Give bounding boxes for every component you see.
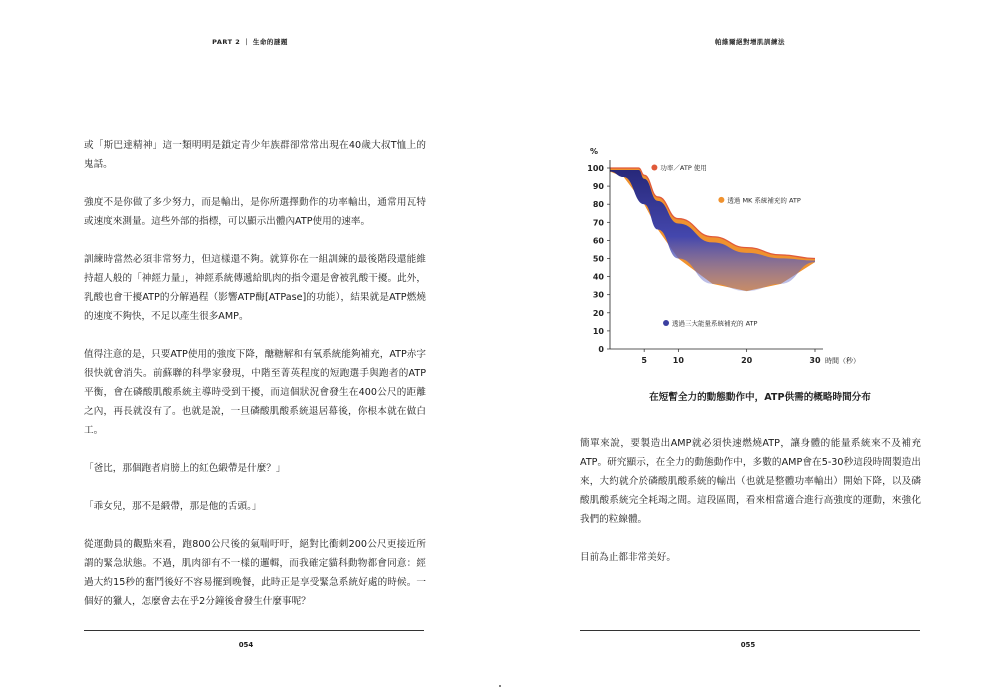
legend-label: 功率／ATP 使用 [660,164,707,172]
y-tick-label: 30 [592,290,604,300]
running-head-right: 帕維爾絕對增肌訓練法 [715,38,785,46]
right-body-text [580,434,921,586]
dialogue-line: 「乖女兒，那不是緞帶，那是他的舌頭。」 [84,501,262,512]
y-tick-label: 20 [592,308,604,318]
y-tick-label: 40 [592,272,604,282]
legend-label: 透過三大能量系統補充的 ATP [672,319,758,328]
footer-rule [580,630,920,631]
paragraph: 或「斯巴達精神」這一類明明是鎖定青少年族群卻常常出現在40歲大叔T恤上的鬼話。 [84,140,426,170]
legend-marker [718,197,724,203]
page-number: 055 [740,641,756,649]
chart-caption: 在短暫全力的動態動作中，ATP供需的概略時間分布 [649,392,871,403]
legend-label: 透過 MK 系統補充的 ATP [727,196,801,205]
footer-rule [84,630,424,631]
y-tick-label: 60 [592,236,604,246]
right-page [500,0,1000,689]
y-tick-label: 90 [592,182,604,192]
x-tick-label: 5 [641,356,647,365]
y-tick-label: 0 [598,345,604,354]
paragraph: 從運動員的觀點來看，跑800公尺後的氣喘吁吁，絕對比衝刺200公尺更接近所謂的緊急狀態。不過，肌肉卻有不一樣的邏輯，而我確定貓科動物都會同意：經過大約15秒的奮鬥後好不容易擺到晚餐，此時正是享受緊急系統好處的時候。一個好的獵人，怎麼會去在乎2分鐘後會發生什麼事呢？ [84,539,426,607]
gutter-mark [499,685,501,687]
x-tick-label: 30 [809,356,821,365]
paragraph: 簡單來說，要製造出AMP就必須快速燃燒ATP，讓身體的能量系統來不及補充ATP。研究顯示，在全力的動態動作中，多數的AMP會在5-30秒這段時間製造出來，大約就介於磷酸肌酸系統的輸出（也就是整體功率輸出）開始下降，以及磷酸肌酸系統完全耗竭之間。這段區間，看來相當適合進行高強度的運動，來強化我們的粒線體。 [580,438,921,525]
paragraph: 強度不是你做了多少努力，而是輸出，是你所選擇動作的功率輸出，通常用瓦特或速度來測量。這些外部的指標，可以顯示出體內ATP使用的速率。 [84,197,426,227]
atp-chart [570,138,930,378]
three-systems-area [610,170,815,291]
left-body-text [84,136,426,630]
paragraph: 訓練時當然必須非常努力，但這樣還不夠。就算你在一組訓練的最後階段還能維持超人般的「神經力量」，神經系統傳遞給肌肉的指令還是會被乳酸干擾。此外，乳酸也會干擾ATP的分解過程（影響ATP酶[ATPase]的功能），結果就是ATP燃燒的速度不夠快，不足以產生很多AMP。 [84,254,426,322]
paragraph: 目前為止都非常美好。 [580,552,676,563]
legend-marker [663,320,669,326]
x-axis-label: 時間（秒） [825,357,860,365]
y-tick-label: 50 [592,254,604,264]
paragraph: 值得注意的是，只要ATP使用的強度下降，醣糖解和有氧系統能夠補充，ATP赤字很快就會消失。前蘇聯的科學家發現，中階至菁英程度的短跑選手與跑者的ATP平衡，會在磷酸肌酸系統主導時受到干擾，而這個狀況會發生在400公尺的距離之內，再長就沒有了。也就是說，一旦磷酸肌酸系統退居幕後，你根本就在做白工。 [84,349,426,436]
page-number: 054 [238,641,254,649]
running-head-left: PART 2 ｜ 生命的謎題 [212,38,288,46]
y-tick-label: 100 [587,164,604,173]
y-tick-label: 70 [592,218,604,228]
x-tick-label: 10 [672,356,684,365]
legend-marker [651,165,657,171]
y-tick-label: 80 [592,200,604,210]
y-tick-label: 10 [592,326,604,336]
atp-chart-svg [570,138,930,378]
dialogue-line: 「爸比，那個跑者肩膀上的紅色緞帶是什麼？」 [84,463,286,474]
y-axis-label: % [590,147,599,156]
x-tick-label: 20 [741,356,753,365]
